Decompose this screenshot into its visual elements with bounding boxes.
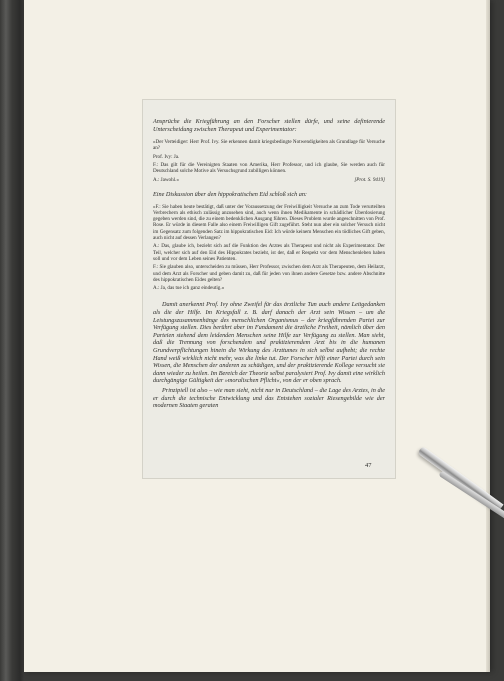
dialog-closing-line bbox=[153, 177, 385, 183]
dialog-transcript-2 bbox=[153, 204, 385, 292]
essay-paragraph: Prinzipiell ist also – wie man sieht, nicht nur in Deutschland – die Lage des Arztes, in die er durch die technische Entwicklung und das Entstehen sozialer Riesengebilde wie der modernen Staaten geraten bbox=[153, 386, 385, 410]
section-heading: Ansprüche die Kriegführung an den Forscher stellen dürfe, und seine definierende Unterscheidung zwischen Therapeut und Experimentator: bbox=[153, 118, 385, 133]
dialog-line: »F.: Sie haben heute bestätigt, daß unter der Voraussetzung der Freiwilligkeit Versuche an zum Tode verurteilten Verbrechern als ethisch zulässig anzusehen sind, auch wenn ihnen Medikamente in schädlicher Überdosierung gegeben werden sind, die zu einem bedenklichen Ausgang führen. Dieses Problem wurde angeschnitten von Prof. Rose. Er würde in diesem Falle also einem Freiwilligen Gift zugeführt. Steht nun aber ein solcher Versuch nicht im Gegensatz zum folgenden Satz im hippokratischen Eid: Ich würde keinem Menschen ein tödliches Gift geben, auch nicht auf dessen Verlangen? bbox=[153, 203, 385, 242]
book-page-clipping bbox=[142, 99, 396, 479]
dialog-last-answer: A.: Jawohl.« bbox=[153, 176, 179, 183]
paper-sheet bbox=[24, 0, 490, 672]
dialog-line: F.: Das gilt für die Vereinigten Staaten von Amerika, Herr Professor, und ich glaube, Sie werden auch für Deutschland solche Motive als Versuchsgrund zubilligen können. bbox=[153, 162, 385, 175]
dialog-line: Prof. Ivy: Ja. bbox=[153, 153, 180, 160]
dialog-line: »Der Verteidiger: Herr Prof. Ivy. Sie erkennen damit kriegsbedingte Notwendigkeiten als Grundlage für Versuche an? bbox=[153, 139, 385, 152]
dialog-line: A.: Das, glaube ich, bezieht sich auf die Funktion des Arztes als Therapeut und nicht als Experimentator. Der Teil, welcher sich auf den Eid des Hippokrates bezieht, ist der, daß er Respekt vor dem Menschenleben haben soll und vor dem Leben seines Patienten. bbox=[153, 243, 385, 262]
dialog-line: F.: Sie glauben also, unterscheiden zu müssen, Herr Professor, zwischen dem Arzt als Therapeuten, dem Heilarzt, und dem Arzt als Forscher und geben damit zu, daß für jeden von ihnen andere Gesetze bzw. andere Abschnitte des hippokratischen Eides gelten? bbox=[153, 264, 385, 283]
dialog-transcript-1 bbox=[153, 139, 385, 183]
essay-text bbox=[153, 301, 385, 409]
page-number: 47 bbox=[365, 462, 372, 469]
subheading: Eine Diskussion über den hippokratischen Eid schloß sich an: bbox=[153, 190, 307, 198]
book-page-text bbox=[153, 118, 385, 412]
sheet-edge bbox=[486, 0, 490, 672]
dialog-line: A.: Ja, das tue ich ganz eindeutig.« bbox=[153, 285, 225, 292]
essay-paragraph: Damit anerkennt Prof. Ivy ohne Zweifel für das ärztliche Tun auch andere Leitgedanken als die der Hilfe. Im Kriegsfall z. B. darf danach der Arzt sein Wissen – um die Leistungszusammenhänge des menschlichen Organismus – der kriegführenden Partei zur Verfügung stellen. Dies berührt aber im Fundament die ärztliche Freiheit, nämlich über den Parteien stehend dem leidenden Menschen seine Hilfe zur Verfügung zu stellen. Man sieht, daß die Trennung von forschendem und praktizierendem Arzt bis in die humanen Grundverpflichtungen hinein die Wirkung des Arzttumes in sich selbst aufhebt; die rechte Hand weiß wirklich nicht mehr, was die linke tut. Der Forscher hilft einer Partei durch sein Wissen, die Menschen der anderen zu schädigen, und der praktizierende Kollege versucht sie dann wieder zu heilen. Im Bereich der Theorie selbst paralysiert Prof. Ivy damit eine wirklich durchgängige Gültigkeit der »moralischen Pflicht«, von der er oben sprach. bbox=[153, 301, 385, 385]
protocol-reference: [Prot. S. 9419] bbox=[354, 176, 385, 183]
